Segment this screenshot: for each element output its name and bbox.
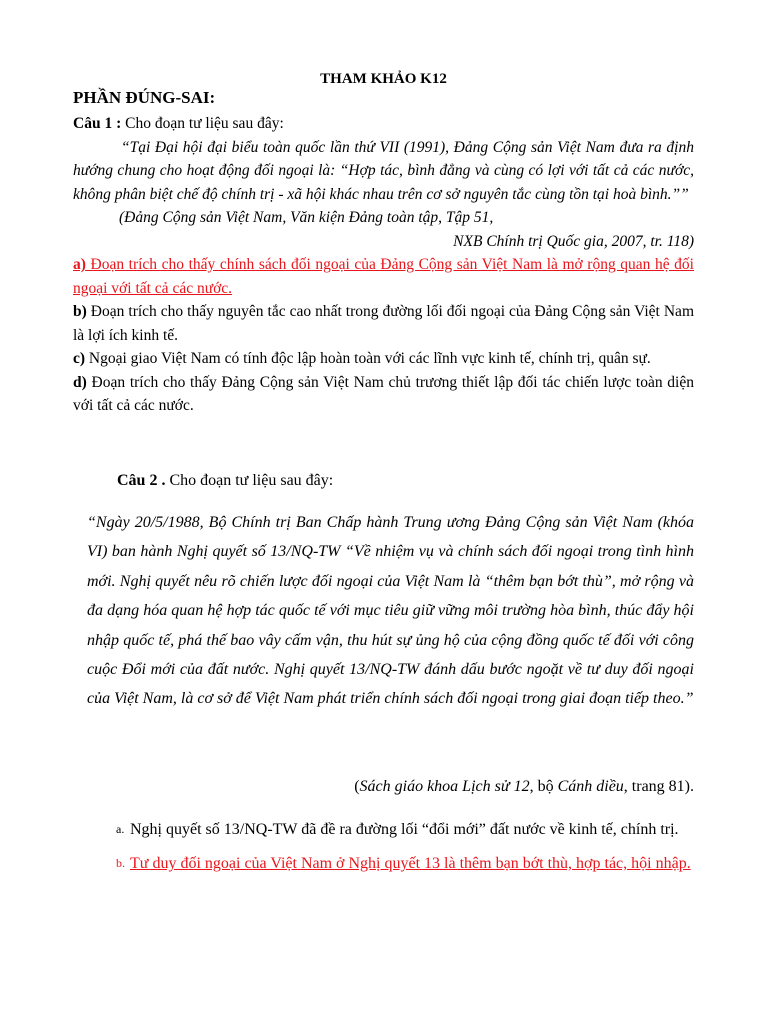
option-a-mark: a. (116, 822, 125, 836)
citation-mid: , bộ (529, 778, 558, 795)
option-b-text: Tư duy đối ngoại của Việt Nam ở Nghị quyết 13 là thêm bạn bớt thù, hợp tác, hội nhập. (130, 855, 691, 872)
question-1-label: Câu 1 : (73, 115, 122, 132)
question-1-quote: “Tại Đại hội đại biểu toàn quốc lần thứ VII (1991), Đảng Cộng sản Việt Nam đưa ra định hướng chung cho hoạt động đối ngoại là: “Hợp tác, bình đẳng và cùng có lợi với tất cả các nước, không phân biệt chế độ chính trị - xã hội khác nhau trên cơ sở nguyên tắc cùng tồn tại hoà bình.”” (73, 138, 694, 203)
citation-open: ( (354, 778, 360, 795)
document-title: THAM KHẢO K12 (320, 71, 447, 87)
question-1-prompt (73, 112, 694, 136)
citation-book: Sách giáo khoa Lịch sử 12 (359, 778, 530, 795)
question-1-citation-line2: NXB Chính trị Quốc gia, 2007, tr. 118) (453, 232, 694, 250)
option-a-mark: a) (73, 256, 86, 273)
question-2-prompt (117, 472, 333, 490)
option-c-text: Ngoại giao Việt Nam có tính độc lập hoàn toàn với các lĩnh vực kinh tế, chính trị, quân sự. (85, 350, 651, 367)
option-c-mark: c) (73, 350, 86, 367)
question-2-label: Câu 2 . (117, 472, 166, 489)
option-a-text: Đoạn trích cho thấy chính sách đối ngoại của Đảng Cộng sản Việt Nam là mở rộng quan hệ đối ngoại với tất cả các nước. (73, 256, 694, 297)
question-1-option-a (73, 253, 694, 300)
question-2-option-a (116, 815, 694, 844)
question-2-intro: Cho đoạn tư liệu sau đây: (165, 472, 334, 489)
section-heading: PHẦN ĐÚNG-SAI: (73, 88, 216, 107)
question-1-option-b (73, 300, 694, 347)
citation-end: , trang 81). (623, 778, 694, 795)
citation-series: Cánh diều (557, 778, 624, 795)
option-b-text: Đoạn trích cho thấy nguyên tắc cao nhất trong đường lối đối ngoại của Đảng Cộng sản Việt Nam là lợi ích kinh tế. (73, 303, 694, 344)
option-d-mark: d) (73, 373, 87, 391)
question-2-quote: “Ngày 20/5/1988, Bộ Chính trị Ban Chấp hành Trung ương Đảng Cộng sản Việt Nam (khóa VI) ban hành Nghị quyết số 13/NQ-TW “Về nhiệm vụ và chính sách đối ngoại trong tình hình mới. Nghị quyết nêu rõ chiến lược đối ngoại của Việt Nam là “thêm bạn bớt thù”, mở rộng và đa dạng hóa quan hệ hợp tác quốc tế với mục tiêu giữ vững môi trường hòa bình, thúc đẩy hội nhập quốc tế, phá thế bao vây cấm vận, thu hút sự ủng hộ của cộng đồng quốc tế đối với công cuộc Đổi mới của đất nước. Nghị quyết 13/NQ-TW đánh dấu bước ngoặt về tư duy đối ngoại của Việt Nam, là cơ sở để Việt Nam phát triển chính sách đối ngoại trong giai đoạn tiếp theo.” (87, 514, 694, 708)
option-a-text: Nghị quyết số 13/NQ-TW đã đề ra đường lối “đổi mới” đất nước về kinh tế, chính trị. (130, 821, 679, 838)
option-b-mark: b) (73, 303, 87, 320)
question-1-intro: Cho đoạn tư liệu sau đây: (121, 115, 284, 132)
question-2-citation (73, 778, 694, 796)
option-b-mark: b. (116, 856, 125, 870)
option-d-text: Đoạn trích cho thấy Đảng Cộng sản Việt Nam chủ trương thiết lập đối tác chiến lược toàn diện với tất cả các nước. (73, 373, 694, 414)
question-1 (73, 112, 694, 418)
question-1-option-c (73, 347, 694, 371)
question-2-option-b (116, 849, 694, 878)
question-1-option-d (73, 371, 694, 418)
question-1-citation-line1: (Đảng Cộng sản Việt Nam, Văn kiện Đảng toàn tập, Tập 51, (119, 209, 494, 226)
question-2-options (116, 815, 694, 883)
